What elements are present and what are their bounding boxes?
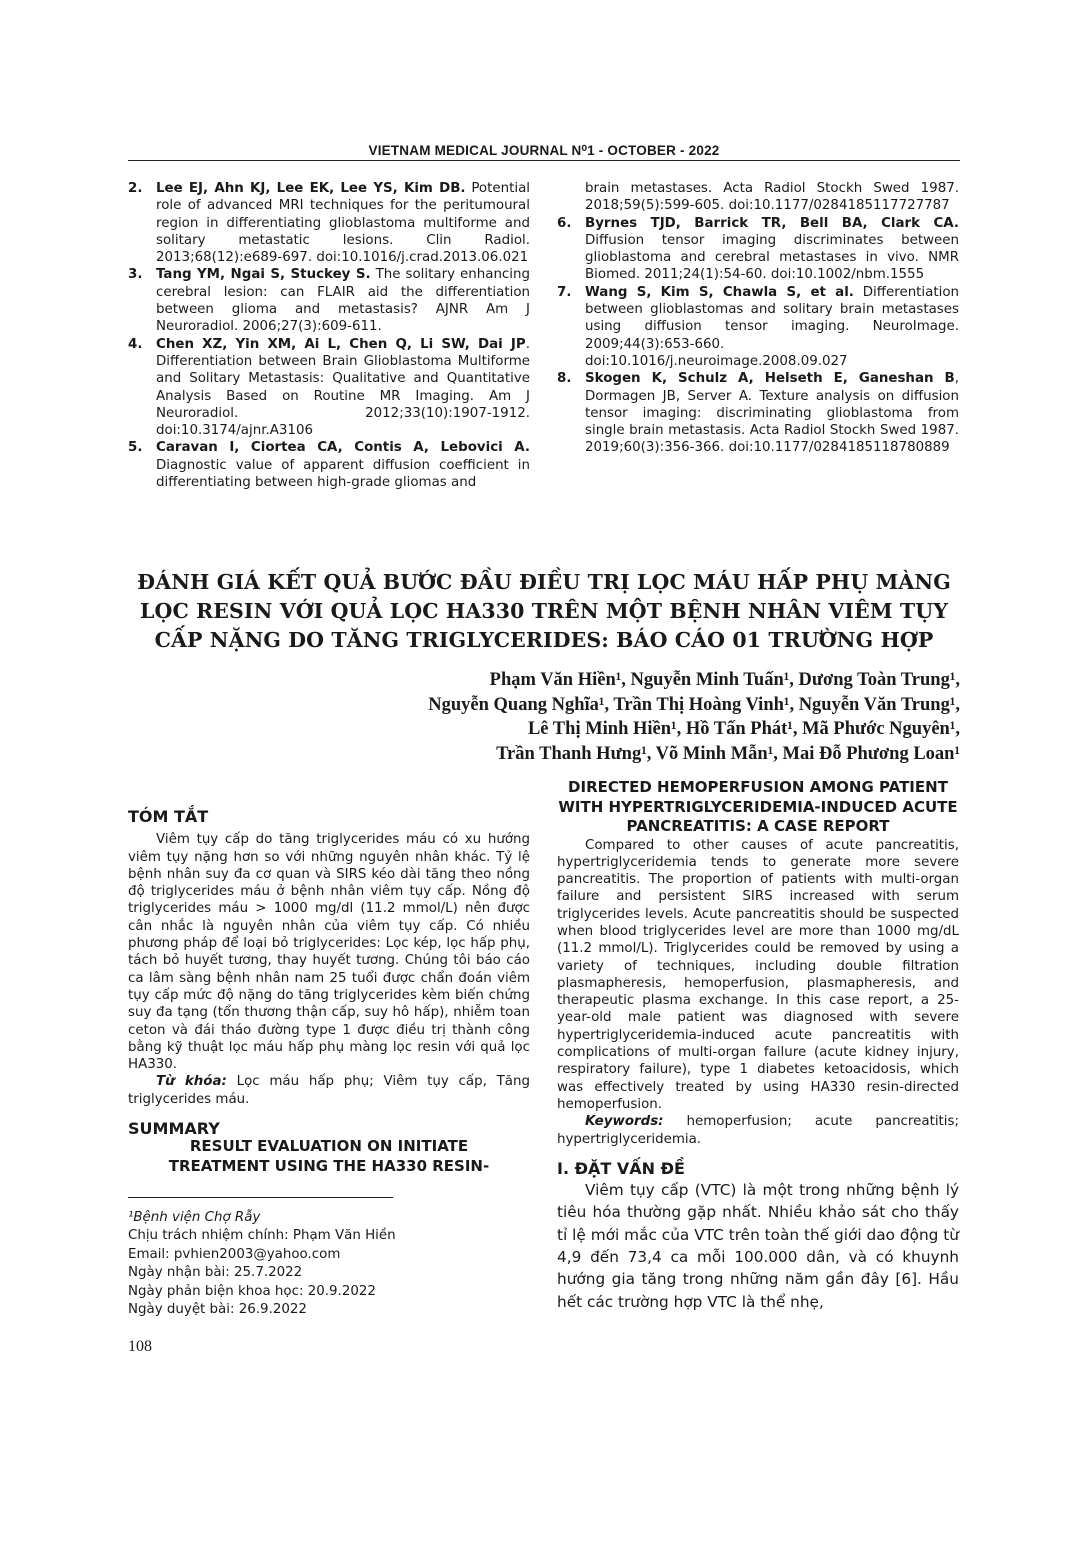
author-line: Nguyễn Quang Nghĩa¹, Trần Thị Hoàng Vinh¹, Nguyễn Văn Trung¹, xyxy=(428,694,960,715)
footnote-line: Ngày phản biện khoa học: 20.9.2022 xyxy=(128,1283,376,1299)
reference-number: 4. xyxy=(128,336,143,352)
reference-text: brain metastases. Acta Radiol Stockh Swed 1987. 2018;59(5):599-605. doi:10.1177/0284185117727787 xyxy=(585,181,959,214)
summary-keywords xyxy=(557,1113,959,1148)
author-line: Trần Thanh Hưng¹, Võ Minh Mẫn¹, Mai Đỗ Phương Loan¹ xyxy=(496,744,960,765)
author-line: Phạm Văn Hiền¹, Nguyễn Minh Tuấn¹, Dương Toàn Trung¹, xyxy=(489,670,960,690)
references-left xyxy=(128,180,530,491)
reference-text: Diagnostic value of apparent diffusion coefficient in differentiating between high-grade gliomas and xyxy=(156,457,530,491)
reference-authors: Byrnes TJD, Barrick TR, Bell BA, Clark CA. xyxy=(585,215,959,231)
journal-header: VIETNAM MEDICAL JOURNAL N⁰1 - OCTOBER - 2022 xyxy=(368,143,720,158)
author-line: Lê Thị Minh Hiền¹, Hồ Tấn Phát¹, Mã Phước Nguyên¹, xyxy=(527,719,960,740)
reference-text: Diffusion tensor imaging discriminates between glioblastoma and cerebral metastases in vivo. NMR Biomed. 2011;24(1):54-60. doi:10.1002/nbm.1555 xyxy=(585,232,959,283)
reference-number: 7. xyxy=(557,284,572,300)
header-rule xyxy=(128,160,960,161)
reference-number: 5. xyxy=(128,440,143,456)
footnote-line: Ngày duyệt bài: 26.9.2022 xyxy=(128,1302,307,1318)
page-number: 108 xyxy=(128,1338,152,1355)
reference-authors: Chen XZ, Yin XM, Ai L, Chen Q, Li SW, Dai JP xyxy=(156,336,526,352)
reference-authors: Tang YM, Ngai S, Stuckey S. xyxy=(156,267,371,283)
footnote-line: Chịu trách nhiệm chính: Phạm Văn Hiền xyxy=(128,1228,396,1244)
author-list xyxy=(428,668,960,767)
footnote-affiliation: ¹Bệnh viện Chợ Rẫy xyxy=(128,1210,261,1225)
reference-text: The solitary enhancing cerebral lesion: can FLAIR aid the differentiation between glioma and metastasis? AJNR Am J Neuroradiol. 2006;27(3):609-611. xyxy=(156,267,530,335)
reference-number: 3. xyxy=(128,267,143,283)
reference-authors: Skogen K, Schulz A, Helseth E, Ganeshan B xyxy=(585,371,955,387)
reference-number: 6. xyxy=(557,215,572,231)
reference-continuation xyxy=(557,180,959,215)
reference-number: 2. xyxy=(128,181,143,196)
summary-heading: SUMMARY xyxy=(128,1119,220,1139)
reference-authors: Caravan I, Ciortea CA, Contis A, Lebovici A. xyxy=(156,440,530,456)
summary-column xyxy=(557,778,959,1313)
footnotes xyxy=(128,1209,396,1319)
references-right xyxy=(557,180,959,457)
section-text: Viêm tụy cấp (VTC) là một trong những bệnh lý tiêu hóa thường gặp nhất. Nhiều khảo sát cho thấy tỉ lệ mới mắc của VTC trên toàn thế giới dao động từ 4,9 đến 73,4 ca mỗi 100.000 dân, và có khuynh hướng gia tăng trong những năm gần đây [6]. Hầu hết các trường hợp VTC là thể nhẹ, xyxy=(557,1181,959,1311)
abstract-heading: TÓM TẮT xyxy=(128,807,209,826)
reference-item xyxy=(557,284,959,370)
reference-item xyxy=(128,180,530,266)
reference-authors: Wang S, Kim S, Chawla S, et al. xyxy=(585,284,854,300)
abstract-text: Viêm tụy cấp do tăng triglycerides máu có xu hướng viêm tụy nặng hơn so với những nguyên nhân khác. Tỷ lệ bệnh nhân suy đa cơ quan và SIRS kéo dài tăng theo nồng độ triglycerides máu ở bệnh nhân viêm tụy cấp. Nồng độ triglycerides máu > 1000 mg/dl (11.2 mmol/L) nên được cân nhắc là nguyên nhân của viêm tụy cấp. Có nhiều phương pháp để loại bỏ triglycerides: Lọc kép, lọc hấp phụ, tách bỏ huyết tương, thay huyết tương. Chúng tôi báo cáo ca lâm sàng bệnh nhân nam 25 tuổi được chẩn đoán viêm tụy cấp mức độ nặng do tăng triglycerides kèm biến chứng suy đa tạng (tổn thương thận cấp, suy hô hấp), nhiễm toan ceton và đái tháo đường type 1 được điều trị thành công bằng kỹ thuật lọc máu hấp phụ màng lọc resin với quả lọc HA330. xyxy=(128,832,530,1073)
footnote-line: Ngày nhận bài: 25.7.2022 xyxy=(128,1265,303,1281)
keywords-label: Từ khóa: xyxy=(156,1074,227,1090)
reference-item xyxy=(128,439,530,491)
reference-text: Differentiation between glioblastomas and solitary brain metastases using diffusion tensor imaging. NeuroImage. 2009;44(3):653-660. doi:10.1016/j.neuroimage.2008.09.027 xyxy=(585,284,960,369)
reference-text: Potential role of advanced MRI techniques for the peritumoural region in differentiating glioblastoma multiforme and solitary metastatic lesions. Clin Radiol. 2013;68(12):e689-697. doi:10.1016/j.crad.2013.06.021 xyxy=(156,181,530,266)
reference-number: 8. xyxy=(557,371,572,387)
reference-text: . Differentiation between Brain Glioblastoma Multiforme and Solitary Metastasis: Qualitative and Quantitative Analysis Based on Routine MR Imaging. Am J Neuroradiol. 2012;33(10):1907-1912. doi:10.3174/ajnr.A3106 xyxy=(156,336,530,439)
reference-item xyxy=(128,266,530,335)
reference-item xyxy=(557,370,959,456)
summary-title-part2: DIRECTED HEMOPERFUSION AMONG PATIENT WITH HYPERTRIGLYCERIDEMIA-INDUCED ACUTE PANCREATITIS: A CASE REPORT xyxy=(558,778,958,835)
section-heading: I. ĐẶT VẤN ĐỀ xyxy=(557,1158,685,1178)
reference-item xyxy=(128,336,530,440)
article-title: ĐÁNH GIÁ KẾT QUẢ BƯỚC ĐẦU ĐIỀU TRỊ LỌC MÁU HẤP PHỤ MÀNG LỌC RESIN VỚI QUẢ LỌC HA330 TRÊN MỘT BỆNH NHÂN VIÊM TỤY CẤP NẶNG DO TĂNG TRIGLYCERIDES: BÁO CÁO 01 TRƯỜNG HỢP xyxy=(137,570,951,652)
keywords-text: Lọc máu hấp phụ; Viêm tụy cấp, Tăng triglycerides máu. xyxy=(128,1074,530,1107)
abstract-keywords xyxy=(128,1073,530,1108)
reference-item xyxy=(557,215,959,284)
reference-text: , Dormagen JB, Server A. Texture analysis on diffusion tensor imaging: discriminating glioblastoma from single brain metastasis. Acta Radiol Stockh Swed 1987. 2019;60(3):356-366. doi:10.1177/0284185118780889 xyxy=(585,371,959,456)
keywords-label: Keywords: xyxy=(585,1114,664,1130)
summary-text: Compared to other causes of acute pancreatitis, hypertriglyceridemia tends to generate more severe pancreatitis. The proportion of patients with multi-organ failure and persistent SIRS increased with serum triglycerides levels. Acute pancreatitis should be suspected when blood triglycerides level are more than 1000 mg/dL (11.2 mmol/L). Triglycerides could be removed by using a variety of techniques, including double filtration plasmapheresis, hemoperfusion, plasmapheresis, and therapeutic plasma exchange. In this case report, a 25-year-old male patient was diagnosed with severe hypertriglyceridemia-induced acute pancreatitis with complications of multi-organ failure (acute kidney injury, respiratory failure), type 1 diabetes ketoacidosis, which was effectively treated by using HA330 resin-directed hemoperfusion. xyxy=(557,837,959,1112)
keywords-text: hemoperfusion; acute pancreatitis; hypertriglyceridemia. xyxy=(557,1114,959,1147)
reference-authors: Lee EJ, Ahn KJ, Lee EK, Lee YS, Kim DB. xyxy=(156,181,466,196)
footnote-rule xyxy=(128,1197,393,1198)
summary-title-part1: RESULT EVALUATION ON INITIATE TREATMENT USING THE HA330 RESIN- xyxy=(168,1137,490,1175)
footnote-line: Email: pvhien2003@yahoo.com xyxy=(128,1246,341,1262)
abstract-vi xyxy=(128,808,530,1176)
